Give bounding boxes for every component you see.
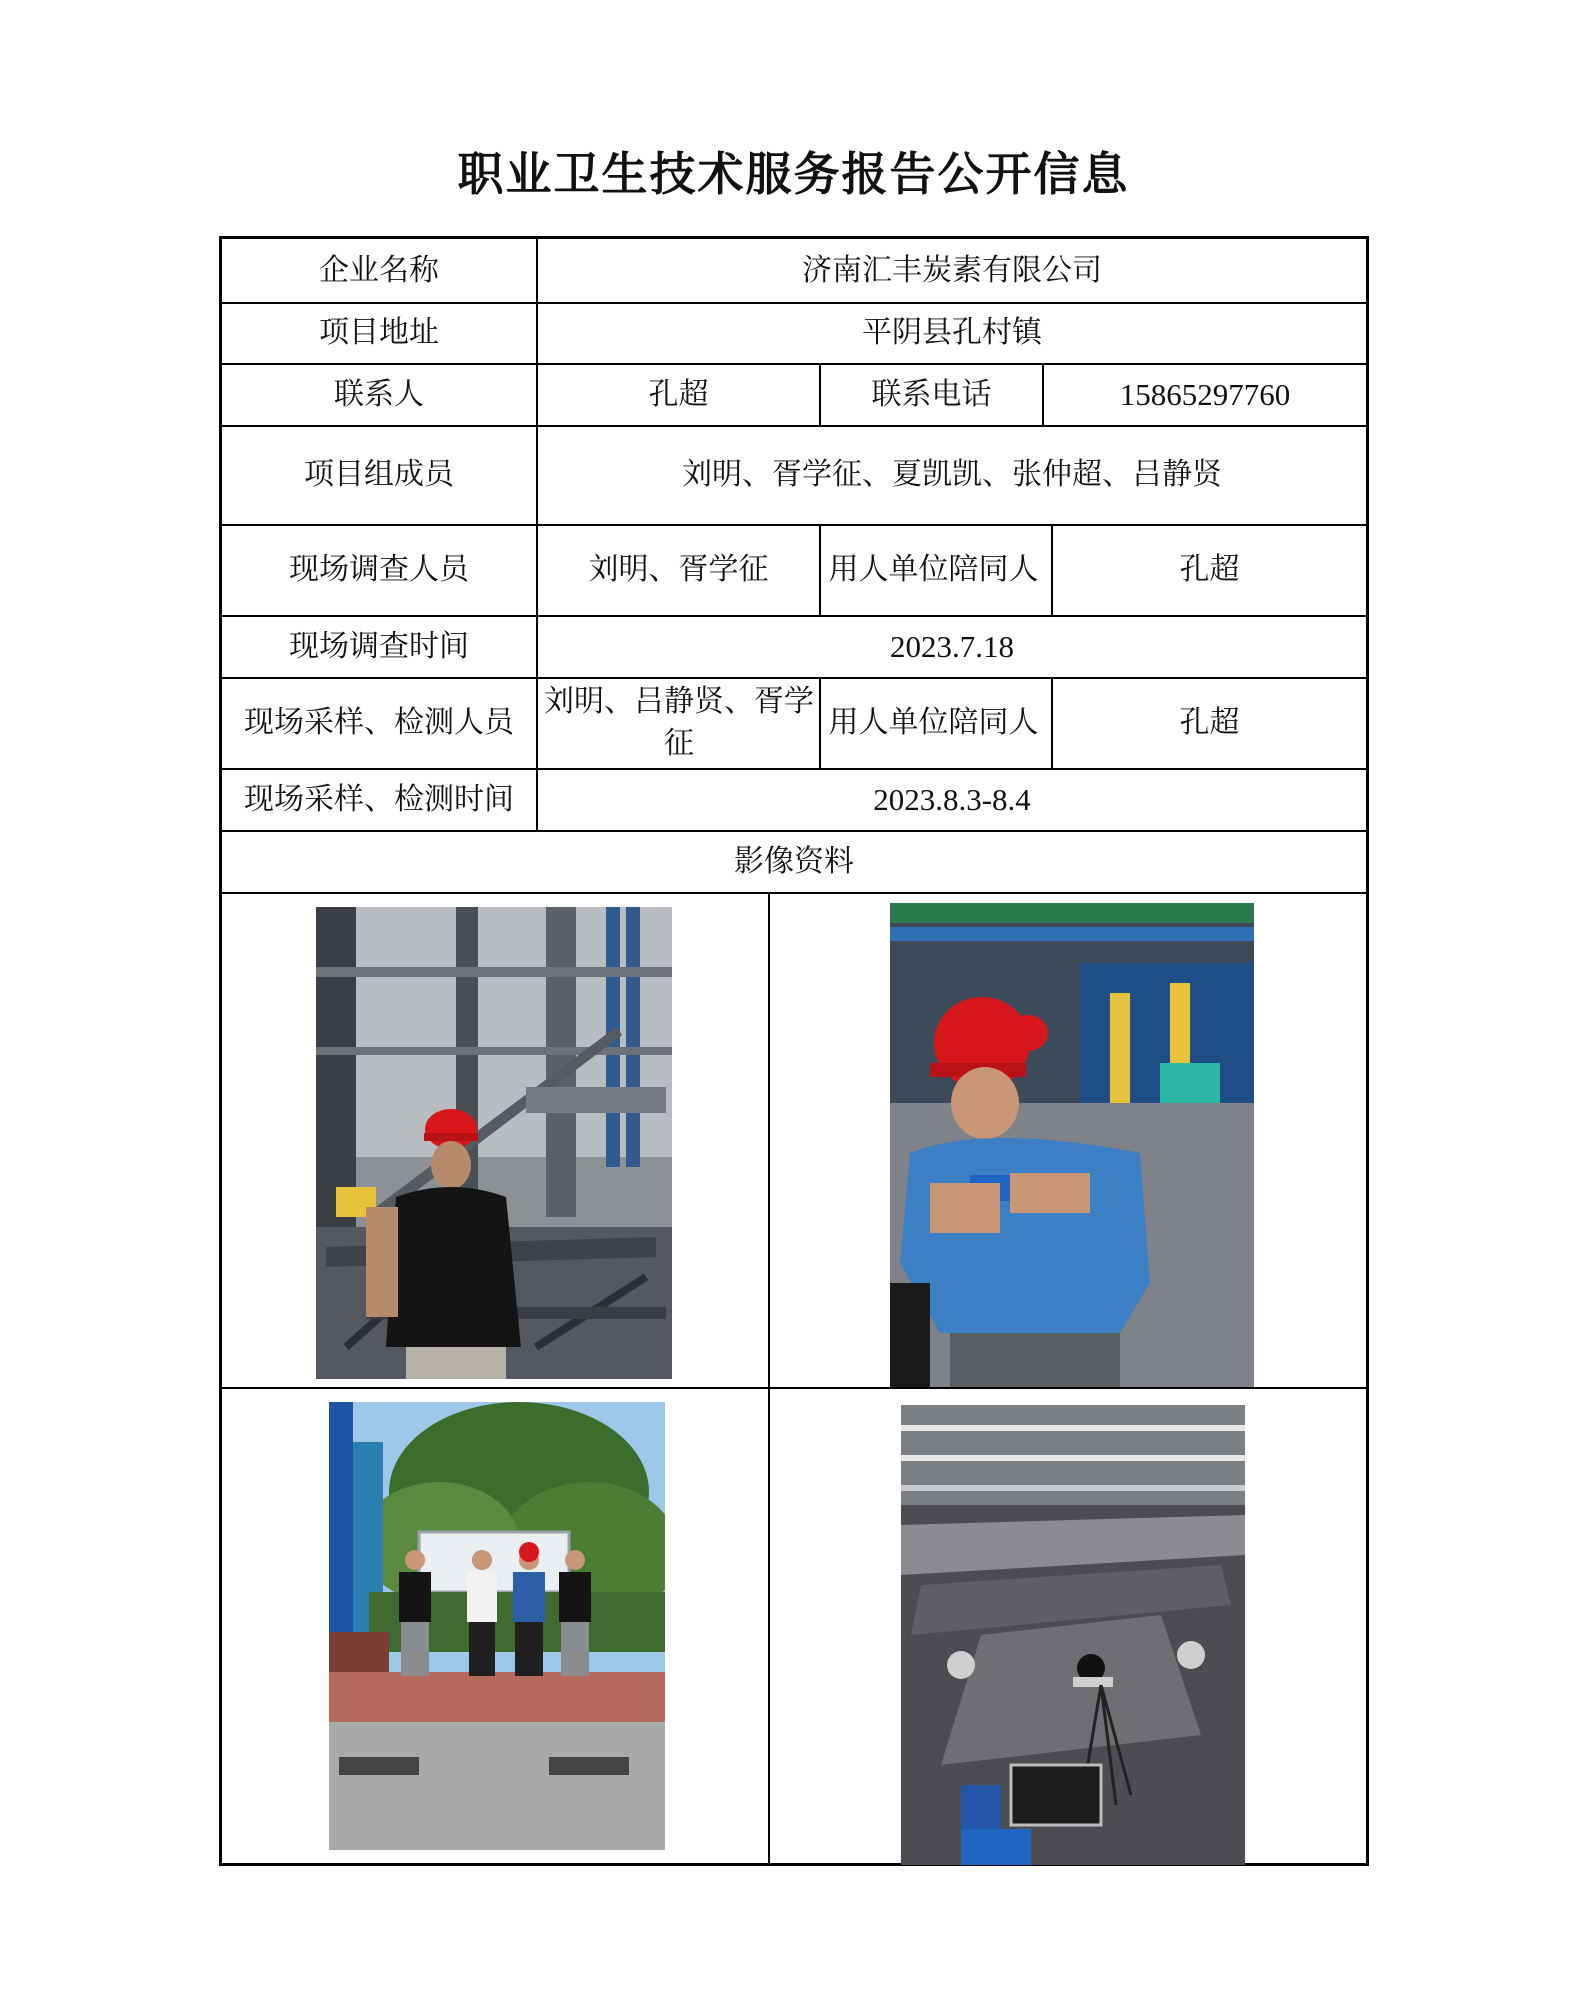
survey-time-label: 现场调查时间 (289, 628, 469, 664)
sampling-escort-value: 孔超 (1179, 705, 1240, 740)
page-title: 职业卫生技术服务报告公开信息 (457, 147, 1130, 201)
company-label: 企业名称 (319, 252, 439, 288)
images-header: 影像资料 (734, 843, 854, 879)
company-value: 济南汇丰炭素有限公司 (802, 252, 1102, 288)
worker-in-plant-photo (316, 907, 672, 1379)
sampling-escort-label: 用人单位陪同人 (828, 705, 1039, 740)
sampling-staff-value: 刘明、吕静贤、胥学征 (544, 684, 814, 761)
contact-label: 联系人 (334, 376, 424, 412)
phone-value: 15865297760 (1119, 376, 1291, 412)
address-label: 项目地址 (319, 315, 439, 350)
address-value: 平阴县孔村镇 (862, 315, 1042, 350)
sampling-time-label: 现场采样、检测时间 (244, 781, 514, 817)
team-group-photo (329, 1402, 665, 1850)
members-value: 刘明、胥学征、夏凯凯、张仲超、吕静贤 (682, 457, 1222, 492)
workshop-sampling-equipment-photo (901, 1405, 1245, 1865)
contact-value: 孔超 (648, 376, 709, 412)
sampling-staff-label: 现场采样、检测人员 (244, 705, 514, 740)
phone-label: 联系电话 (871, 376, 992, 412)
survey-escort-label: 用人单位陪同人 (828, 552, 1039, 587)
survey-escort-value: 孔超 (1179, 552, 1240, 587)
survey-staff-value: 刘明、胥学征 (588, 552, 769, 587)
info-table (219, 236, 1369, 1866)
survey-time-value: 2023.7.18 (890, 628, 1014, 664)
members-label: 项目组成员 (304, 457, 454, 492)
survey-staff-label: 现场调查人员 (289, 552, 469, 587)
noise-meter-worker-photo (890, 903, 1254, 1387)
sampling-time-value: 2023.8.3-8.4 (873, 781, 1031, 817)
